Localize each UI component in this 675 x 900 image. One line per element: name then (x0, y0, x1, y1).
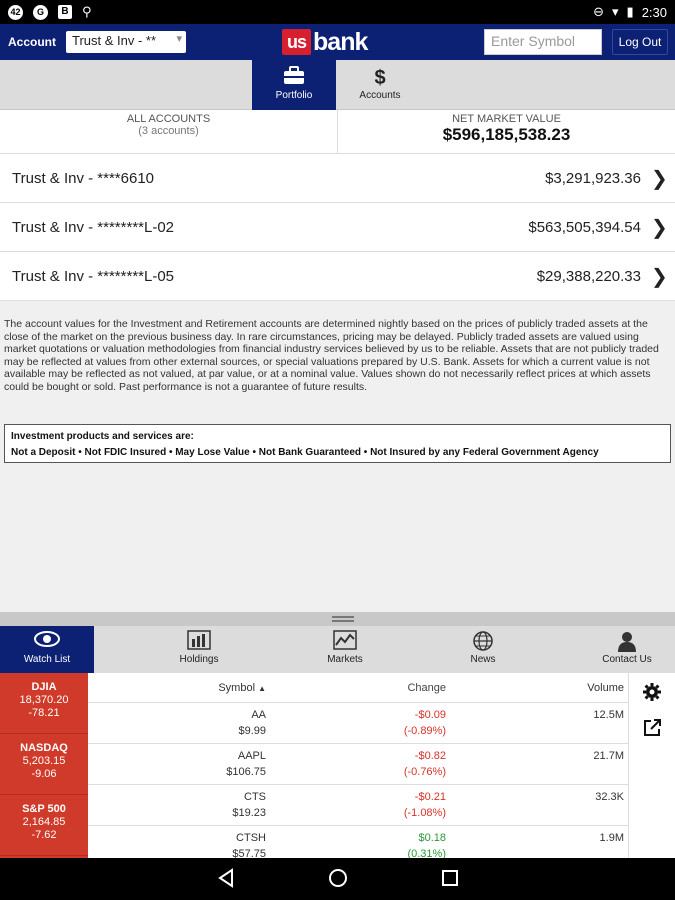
account-value: $29,388,220.33 (536, 267, 641, 285)
tab-accounts[interactable]: $ Accounts (338, 60, 422, 110)
watch-list-tools (628, 673, 675, 858)
row-price: $19.23 (232, 807, 266, 819)
briefcase-icon (252, 66, 336, 90)
tab-markets[interactable]: Markets (310, 626, 380, 673)
account-name: Trust & Inv - ********L-02 (12, 218, 175, 236)
account-selector[interactable] (66, 31, 186, 53)
row-change-pct: (0.31%) (407, 848, 446, 858)
row-change-pct: (-0.76%) (403, 766, 446, 778)
person-icon (592, 630, 662, 654)
tab-portfolio[interactable]: Portfolio (252, 60, 336, 110)
table-row[interactable] (88, 744, 628, 785)
tab-news[interactable]: News (448, 626, 518, 673)
chevron-down-icon: ▾ (176, 33, 182, 45)
usbank-logo: us bank (282, 28, 367, 56)
tab-watch-list[interactable]: Watch List (0, 626, 94, 673)
google-icon: G (33, 5, 48, 20)
wifi-icon: ▾ (612, 4, 619, 19)
status-bar (0, 0, 675, 24)
settings-gear-icon[interactable] (629, 673, 675, 709)
account-selected-value: Trust & Inv - ** (72, 33, 157, 48)
row-change: $0.18 (418, 832, 446, 844)
row-volume: 21.7M (593, 750, 624, 762)
section-nav (0, 60, 675, 110)
account-row[interactable] (0, 203, 675, 252)
row-symbol: AAPL (237, 750, 266, 762)
tab-contact-us[interactable]: Contact Us (592, 626, 662, 673)
table-header (88, 673, 628, 703)
account-row[interactable] (0, 154, 675, 203)
bottom-nav (0, 626, 675, 673)
chevron-right-icon: ❯ (651, 265, 668, 288)
home-icon[interactable] (326, 866, 350, 890)
location-icon: ⚲ (82, 4, 92, 19)
net-market-value: NET MARKET VALUE $596,185,538.23 (442, 113, 571, 144)
chevron-right-icon: ❯ (651, 167, 668, 190)
all-accounts-summary: ALL ACCOUNTS (3 accounts) (0, 110, 338, 153)
investment-notice (4, 424, 671, 463)
account-label: Account (8, 35, 56, 49)
valuation-disclaimer: The account values for the Investment and Retirement accounts are determined nightly based on the prices of publicly traded assets at the close of the market on the previous business day. In rare circumstances, pricing may be delayed. Publicly traded assets are valued using market quotations or valuation methodologies from financial industry services believed by us to be reliable. Assets that are not publicly traded may be reflected at values from other external sources, or special valuations prepared by U.S. Bank. Assets for which a current value is not available may be reflected as not valued, at par value, or at a nominal value. Values shown do not necessarily reflect prices at which assets could be bought or sold. Past performance is not a guarantee of future results. (4, 318, 659, 393)
volume-column-header[interactable]: Volume (587, 681, 624, 694)
external-link-icon[interactable] (629, 709, 675, 745)
table-row[interactable] (88, 785, 628, 826)
chevron-right-icon: ❯ (651, 216, 668, 239)
system-nav-bar (0, 858, 675, 900)
row-symbol: CTS (244, 791, 266, 803)
index-item[interactable]: S&P 500 2,164.85 -7.62 (0, 795, 88, 856)
sort-asc-icon: ▲ (258, 683, 266, 693)
row-price: $9.99 (238, 725, 266, 737)
row-change: -$0.82 (414, 750, 446, 762)
watch-list-table (88, 673, 628, 858)
table-row[interactable] (88, 703, 628, 744)
row-volume: 32.3K (595, 791, 624, 803)
change-column-header[interactable]: Change (407, 681, 446, 694)
account-row[interactable] (0, 252, 675, 301)
back-icon[interactable] (214, 866, 238, 890)
row-change-pct: (-1.08%) (403, 807, 446, 819)
table-row[interactable] (88, 826, 628, 858)
logout-button[interactable]: Log Out (612, 29, 668, 55)
grip-icon (332, 616, 354, 622)
row-volume: 12.5M (593, 709, 624, 721)
row-symbol: AA (251, 709, 266, 721)
portfolio-summary (0, 110, 675, 154)
account-value: $3,291,923.36 (545, 169, 641, 187)
row-volume: 1.9M (599, 832, 624, 844)
bar-chart-icon (164, 630, 234, 654)
app-notification-icon: B (58, 5, 72, 19)
row-price: $106.75 (226, 766, 266, 778)
account-name: Trust & Inv - ********L-05 (12, 267, 175, 285)
notification-count-icon: 42 (8, 5, 23, 20)
eye-icon (0, 630, 94, 654)
globe-icon (448, 630, 518, 654)
symbol-search-input[interactable]: Enter Symbol (484, 29, 602, 55)
notice-text: Not a Deposit • Not FDIC Insured • May Lose Value • Not Bank Guaranteed • Not Insured by any Federal Government Agency (11, 447, 599, 458)
index-item[interactable]: DJIA 18,370.20 -78.21 (0, 673, 88, 734)
index-item[interactable]: NASDAQ 5,203.15 -9.06 (0, 734, 88, 795)
row-change-pct: (-0.89%) (403, 725, 446, 737)
do-not-disturb-icon: ⊖ (593, 4, 604, 19)
row-price: $57.75 (232, 848, 266, 858)
dollar-icon: $ (374, 67, 386, 89)
line-chart-icon (310, 630, 380, 654)
notice-title: Investment products and services are: (11, 431, 194, 442)
account-name: Trust & Inv - ****6610 (12, 169, 155, 187)
clock: 2:30 (641, 4, 667, 20)
market-indices (0, 673, 88, 858)
symbol-column-header[interactable]: Symbol ▲ (218, 681, 266, 694)
tab-holdings[interactable]: Holdings (164, 626, 234, 673)
row-symbol: CTSH (236, 832, 266, 844)
row-change: -$0.09 (414, 709, 446, 721)
recents-icon[interactable] (438, 866, 462, 890)
account-value: $563,505,394.54 (528, 218, 641, 236)
row-change: -$0.21 (414, 791, 446, 803)
drawer-handle[interactable] (0, 612, 675, 626)
app-header (0, 24, 675, 60)
battery-icon: ▮ (626, 4, 634, 19)
